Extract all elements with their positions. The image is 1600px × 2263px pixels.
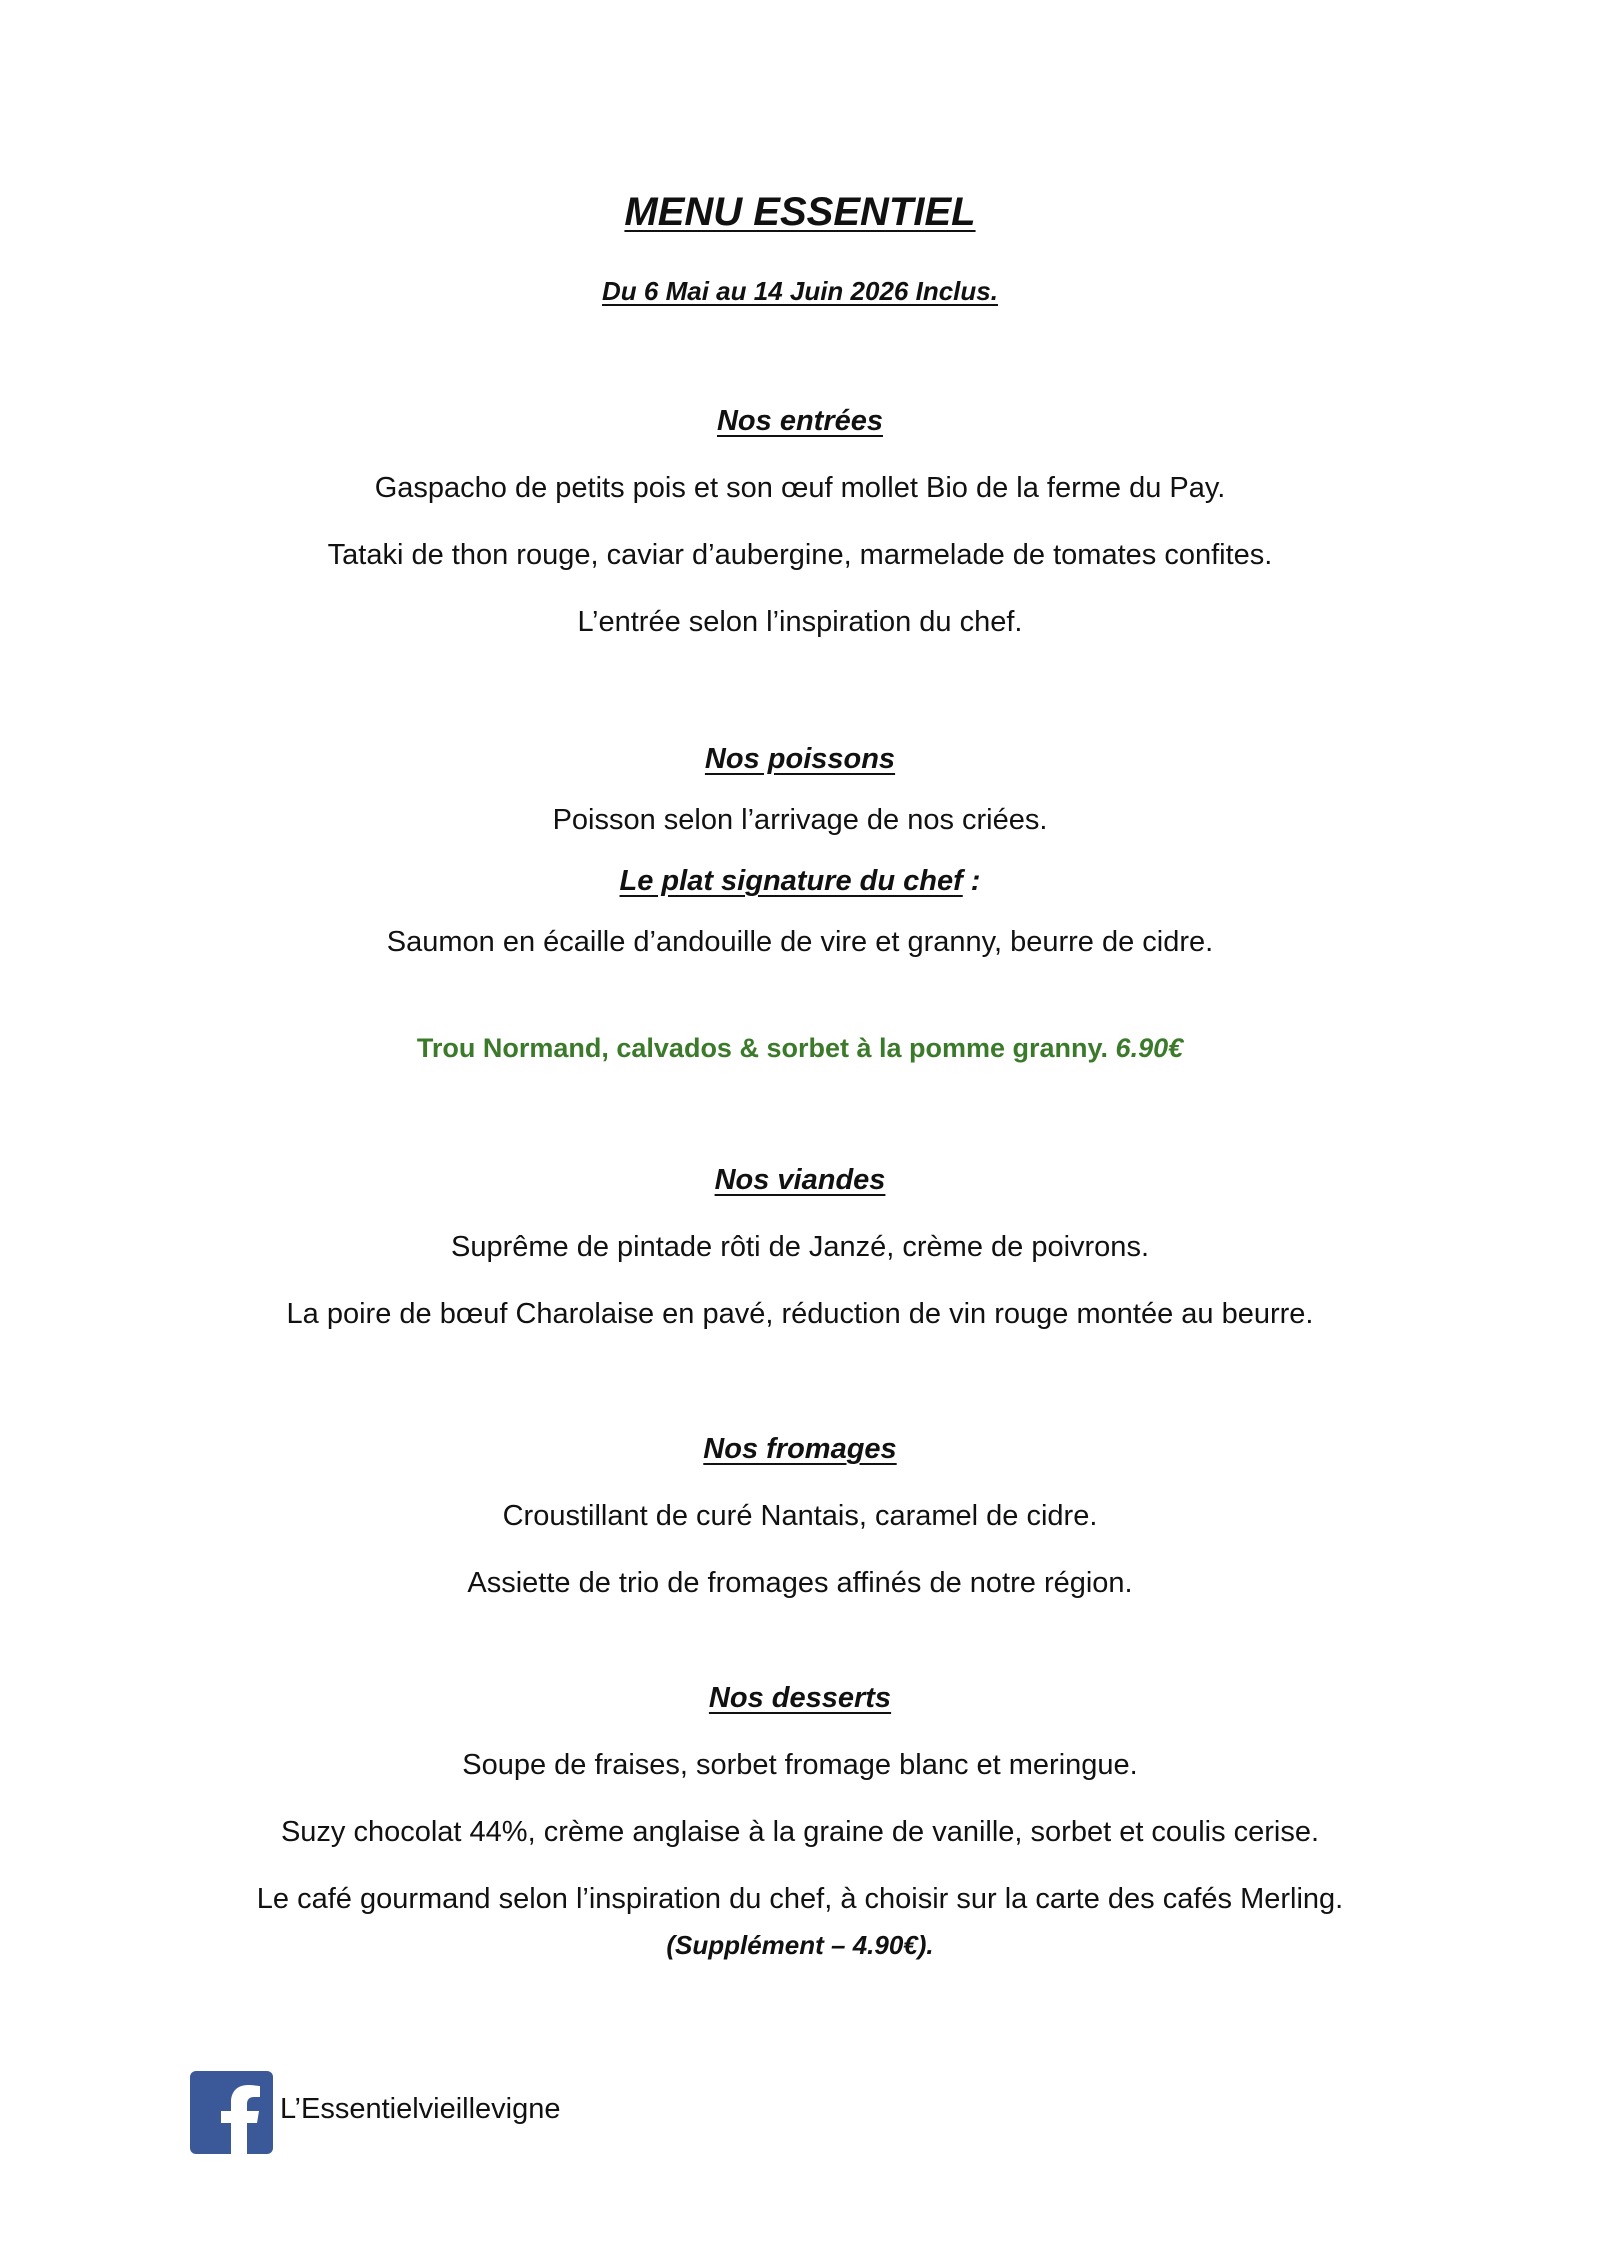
- poisson-item: Poisson selon l’arrivage de nos criées.: [552, 804, 1048, 836]
- menu-date-range: Du 6 Mai au 14 Juin 2026 Inclus.: [602, 276, 998, 306]
- chef-signature-item: Saumon en écaille d’andouille de vire et granny, beurre de cidre.: [386, 926, 1214, 958]
- section-title-fromages: Nos fromages: [703, 1433, 897, 1465]
- chef-signature-heading: [0, 865, 1600, 898]
- trou-normand-text: Trou Normand, calvados & sorbet à la pomme granny.: [416, 1033, 1116, 1063]
- entree-item: Tataki de thon rouge, caviar d’aubergine, marmelade de tomates confites.: [327, 539, 1273, 571]
- facebook-logo-glyph: [190, 2071, 273, 2154]
- viande-item: Suprême de pintade rôti de Janzé, crème de poivrons.: [450, 1231, 1149, 1263]
- facebook-handle[interactable]: L’Essentielvieillevigne: [280, 2093, 561, 2125]
- section-title-poissons: Nos poissons: [704, 743, 896, 775]
- dessert-item: Soupe de fraises, sorbet fromage blanc et meringue.: [462, 1749, 1138, 1781]
- section-title-viandes: Nos viandes: [714, 1164, 886, 1196]
- trou-normand-line: [0, 1033, 1600, 1064]
- trou-normand-price: 6.90€: [1115, 1033, 1184, 1063]
- dessert-supplement: (Supplément – 4.90€).: [666, 1930, 934, 1960]
- section-title-entrees: Nos entrées: [716, 405, 883, 437]
- viande-item: La poire de bœuf Charolaise en pavé, réduction de vin rouge montée au beurre.: [286, 1298, 1314, 1330]
- entree-item: Gaspacho de petits pois et son œuf mollet Bio de la ferme du Pay.: [374, 472, 1226, 504]
- fromage-item: Assiette de trio de fromages affinés de notre région.: [467, 1567, 1133, 1599]
- dessert-item: Suzy chocolat 44%, crème anglaise à la graine de vanille, sorbet et coulis cerise.: [280, 1816, 1320, 1848]
- dessert-item: Le café gourmand selon l’inspiration du chef, à choisir sur la carte des cafés Merling.: [256, 1883, 1344, 1915]
- chef-signature-label: Le plat signature du chef: [619, 865, 963, 897]
- section-title-desserts: Nos desserts: [708, 1682, 892, 1714]
- fromage-item: Croustillant de curé Nantais, caramel de cidre.: [502, 1500, 1098, 1532]
- facebook-icon[interactable]: [190, 2071, 273, 2154]
- entree-item: L’entrée selon l’inspiration du chef.: [577, 606, 1023, 638]
- chef-signature-colon: :: [962, 865, 981, 897]
- menu-title: MENU ESSENTIEL: [624, 190, 976, 234]
